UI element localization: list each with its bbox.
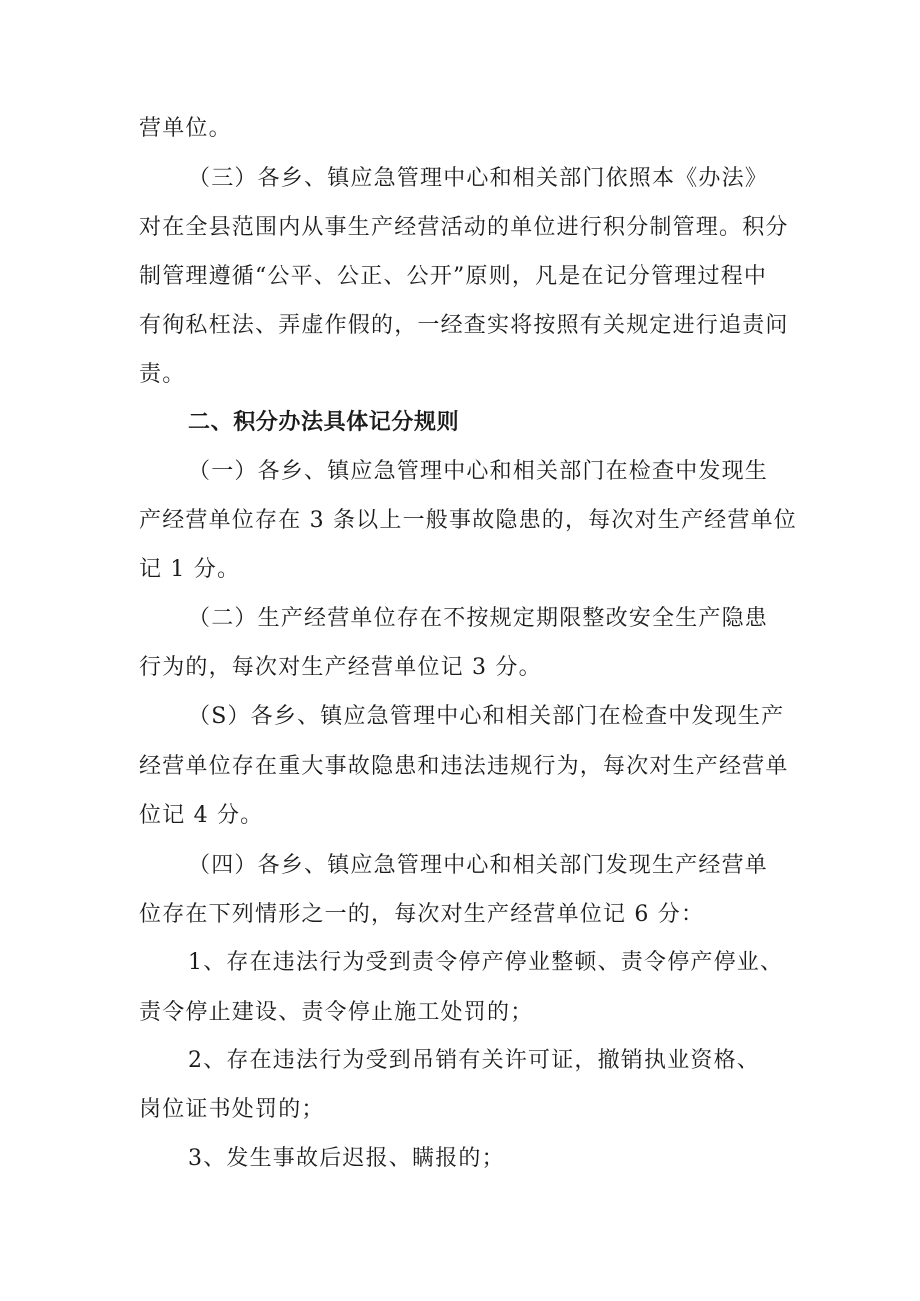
paragraph-line: 行为的，每次对生产经营单位记 3 分。 xyxy=(139,655,542,680)
paragraph-line: 位存在下列情形之一的，每次对生产经营单位记 6 分： xyxy=(139,902,705,927)
section-heading: 二、积分办法具体记分规则 xyxy=(188,410,460,435)
paragraph-line: 2、存在违法行为受到吊销有关许可证，撤销执业资格、 xyxy=(188,1048,760,1073)
paragraph-line: 有徇私枉法、弄虚作假的，一经查实将按照有关规定进行追责问 xyxy=(139,313,789,338)
paragraph-line: 产经营单位存在 3 条以上一般事故隐患的，每次对生产经营单位 xyxy=(139,508,797,533)
paragraph-line: （三）各乡、镇应急管理中心和相关部门依照本《办法》 xyxy=(188,166,769,191)
paragraph-line: 记 1 分。 xyxy=(139,557,241,582)
paragraph-line: （四）各乡、镇应急管理中心和相关部门发现生产经营单 xyxy=(188,853,769,878)
paragraph-line: 责令停止建设、责令停止施工处罚的； xyxy=(139,1000,534,1025)
paragraph-line: 位记 4 分。 xyxy=(139,803,264,828)
paragraph-line: 营单位。 xyxy=(139,116,232,141)
paragraph-line: （S）各乡、镇应急管理中心和相关部门在检查中发现生产 xyxy=(188,704,785,729)
paragraph-line: （一）各乡、镇应急管理中心和相关部门在检查中发现生 xyxy=(188,459,769,484)
paragraph-line: 岗位证书处罚的； xyxy=(139,1097,325,1122)
paragraph-line: 制管理遵循“公平、公正、公开”原则，凡是在记分管理过程中 xyxy=(139,264,768,289)
paragraph-line: 对在全县范围内从事生产经营活动的单位进行积分制管理。积分 xyxy=(139,215,789,240)
paragraph-line: （二）生产经营单位存在不按规定期限整改安全生产隐患 xyxy=(188,606,769,631)
paragraph-line: 1、存在违法行为受到责令停产停业整顿、责令停产停业、 xyxy=(188,950,784,975)
paragraph-line: 经营单位存在重大事故隐患和违法违规行为，每次对生产经营单 xyxy=(139,754,789,779)
paragraph-line: 3、发生事故后迟报、瞒报的； xyxy=(188,1146,505,1171)
paragraph-line: 责。 xyxy=(139,362,186,387)
